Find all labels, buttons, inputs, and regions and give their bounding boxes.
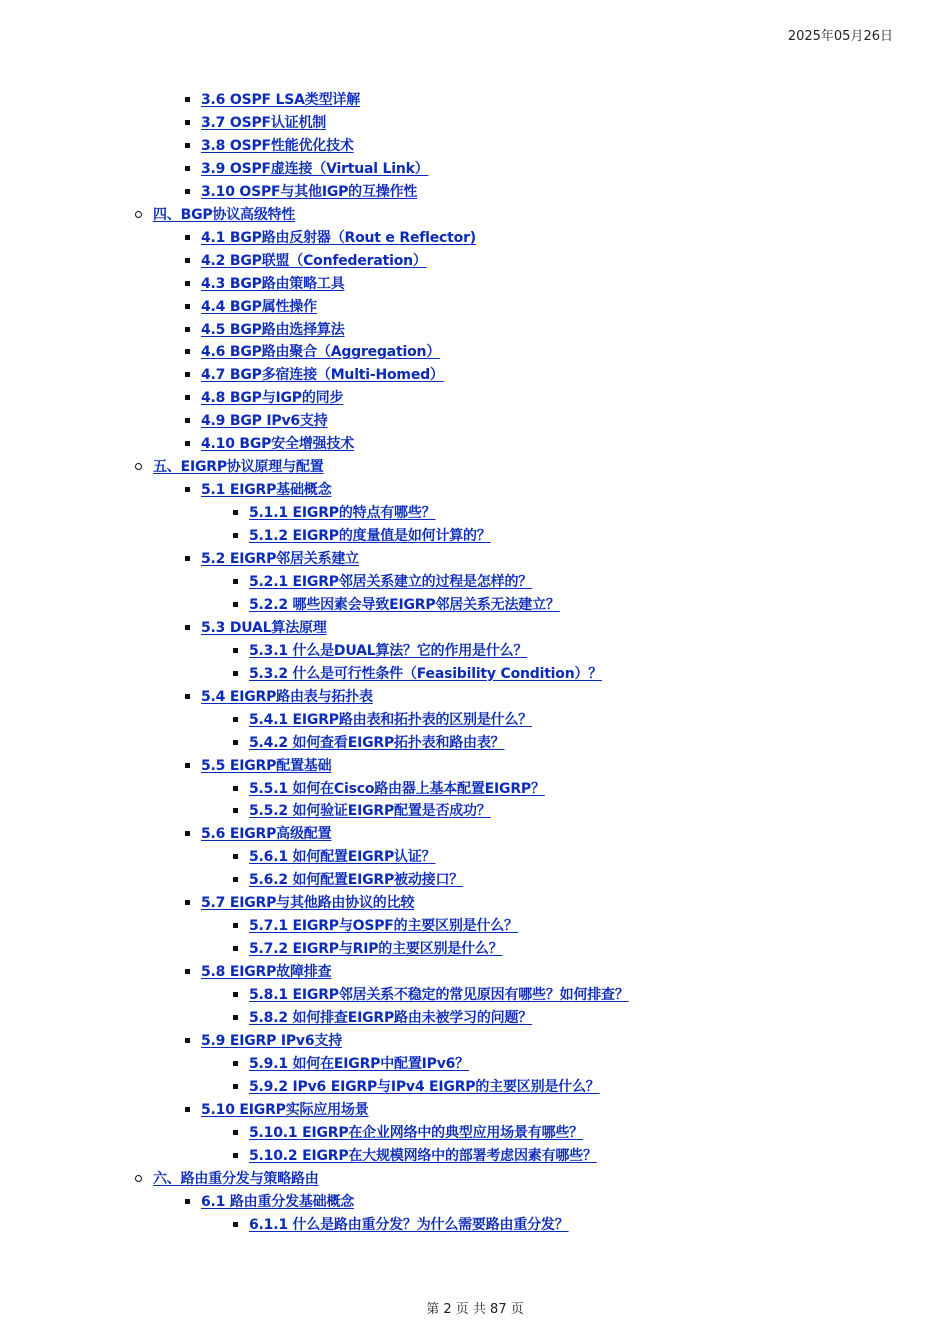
toc-entry (0, 1167, 319, 1189)
toc-link[interactable]: 5.3.2 什么是可行性条件（Feasibility Condition）？ (249, 666, 603, 682)
circle-bullet-icon (135, 455, 157, 477)
toc-entry (0, 616, 327, 638)
toc-link[interactable]: 5.3 DUAL算法原理 (201, 620, 327, 636)
toc-entry (0, 88, 360, 110)
toc-entry (0, 363, 444, 385)
square-bullet-icon (184, 295, 206, 317)
toc-entry (0, 983, 629, 1005)
toc-link[interactable]: 5.1 EIGRP基础概念 (201, 482, 332, 498)
square-bullet-icon (184, 318, 206, 340)
toc-link[interactable]: 3.9 OSPF虚连接（Virtual Link） (201, 161, 429, 177)
square-bullet-icon (232, 983, 254, 1005)
toc-entry (0, 249, 427, 271)
toc-entry (0, 157, 429, 179)
circle-bullet-icon (135, 1167, 157, 1189)
square-bullet-icon (184, 386, 206, 408)
toc-link[interactable]: 5.10.1 EIGRP在企业网络中的典型应用场景有哪些？ (249, 1125, 583, 1141)
toc-entry (0, 524, 491, 546)
toc-entry (0, 111, 326, 133)
toc-entry (0, 777, 545, 799)
toc-link[interactable]: 4.10 BGP安全增强技术 (201, 436, 355, 452)
square-bullet-icon (232, 1144, 254, 1166)
toc-entry (0, 340, 440, 362)
toc-entry (0, 180, 417, 202)
toc-link[interactable]: 5.8 EIGRP故障排查 (201, 964, 332, 980)
toc-entry (0, 685, 373, 707)
square-bullet-icon (232, 868, 254, 890)
toc-link[interactable]: 4.7 BGP多宿连接（Multi-Homed） (201, 367, 444, 383)
toc-entry (0, 845, 435, 867)
toc-entry (0, 547, 359, 569)
toc-entry (0, 754, 331, 776)
square-bullet-icon (184, 272, 206, 294)
square-bullet-icon (184, 616, 206, 638)
toc-entry (0, 593, 560, 615)
toc-link[interactable]: 5.9.2 IPv6 EIGRP与IPv4 EIGRP的主要区别是什么？ (249, 1079, 600, 1095)
toc-link[interactable]: 5.4 EIGRP路由表与拓扑表 (201, 689, 373, 705)
toc-entry (0, 662, 602, 684)
square-bullet-icon (232, 1006, 254, 1028)
toc-entry (0, 226, 476, 248)
toc-link[interactable]: 4.4 BGP属性操作 (201, 299, 317, 315)
toc-link[interactable]: 5.4.2 如何查看EIGRP拓扑表和路由表？ (249, 735, 505, 751)
toc-entry (0, 272, 345, 294)
toc-entry (0, 1075, 600, 1097)
square-bullet-icon (184, 960, 206, 982)
square-bullet-icon (184, 891, 206, 913)
square-bullet-icon (232, 845, 254, 867)
toc-link[interactable]: 五、EIGRP协议原理与配置 (153, 459, 324, 475)
toc-link[interactable]: 4.3 BGP路由策略工具 (201, 276, 345, 292)
square-bullet-icon (184, 157, 206, 179)
toc-entry (0, 1029, 342, 1051)
square-bullet-icon (232, 799, 254, 821)
toc-entry (0, 1190, 354, 1212)
toc-entry (0, 960, 331, 982)
toc-link[interactable]: 5.6.1 如何配置EIGRP认证？ (249, 849, 436, 865)
toc-entry (0, 1098, 369, 1120)
toc-link[interactable]: 6.1.1 什么是路由重分发？为什么需要路由重分发？ (249, 1217, 569, 1233)
square-bullet-icon (232, 662, 254, 684)
toc-entry (0, 1006, 532, 1028)
toc-link[interactable]: 4.9 BGP IPv6支持 (201, 413, 328, 429)
square-bullet-icon (232, 501, 254, 523)
toc-link[interactable]: 5.9.1 如何在EIGRP中配置IPv6？ (249, 1056, 469, 1072)
toc-entry (0, 570, 532, 592)
toc-link[interactable]: 5.10.2 EIGRP在大规模网络中的部署考虑因素有哪些？ (249, 1148, 597, 1164)
toc-link[interactable]: 5.8.1 EIGRP邻居关系不稳定的常见原因有哪些？如何排查？ (249, 987, 629, 1003)
square-bullet-icon (232, 914, 254, 936)
square-bullet-icon (184, 432, 206, 454)
toc-link[interactable]: 5.7 EIGRP与其他路由协议的比较 (201, 895, 415, 911)
toc-link[interactable]: 六、路由重分发与策略路由 (153, 1171, 319, 1187)
square-bullet-icon (184, 134, 206, 156)
toc-link[interactable]: 四、BGP协议高级特性 (153, 207, 296, 223)
toc-entry (0, 386, 343, 408)
toc-entry (0, 134, 354, 156)
square-bullet-icon (184, 822, 206, 844)
toc-link[interactable]: 4.8 BGP与IGP的同步 (201, 390, 344, 406)
square-bullet-icon (184, 478, 206, 500)
square-bullet-icon (184, 1098, 206, 1120)
square-bullet-icon (184, 226, 206, 248)
toc-link[interactable]: 5.9 EIGRP IPv6支持 (201, 1033, 342, 1049)
toc-link[interactable]: 5.10 EIGRP实际应用场景 (201, 1102, 369, 1118)
toc-link[interactable]: 4.5 BGP路由选择算法 (201, 322, 345, 338)
toc-link[interactable]: 5.7.2 EIGRP与RIP的主要区别是什么？ (249, 941, 503, 957)
toc-link[interactable]: 5.2.1 EIGRP邻居关系建立的过程是怎样的？ (249, 574, 533, 590)
square-bullet-icon (184, 1029, 206, 1051)
toc-entry (0, 501, 435, 523)
toc-entry (0, 1121, 583, 1143)
square-bullet-icon (184, 111, 206, 133)
square-bullet-icon (232, 593, 254, 615)
toc-link[interactable]: 6.1 路由重分发基础概念 (201, 1194, 355, 1210)
toc-entry (0, 295, 317, 317)
square-bullet-icon (184, 1190, 206, 1212)
toc-link[interactable]: 5.6 EIGRP高级配置 (201, 826, 332, 842)
square-bullet-icon (232, 639, 254, 661)
square-bullet-icon (232, 708, 254, 730)
toc-entry (0, 203, 295, 225)
toc-link[interactable]: 5.7.1 EIGRP与OSPF的主要区别是什么？ (249, 918, 518, 934)
toc-entry (0, 822, 331, 844)
toc-link[interactable]: 5.8.2 如何排查EIGRP路由未被学习的问题？ (249, 1010, 533, 1026)
square-bullet-icon (184, 249, 206, 271)
toc-link[interactable]: 3.8 OSPF性能优化技术 (201, 138, 354, 154)
toc-entry (0, 1144, 597, 1166)
page-number-footer: 第 2 页 共 87 页 (426, 1302, 524, 1317)
square-bullet-icon (232, 1213, 254, 1235)
toc-entry (0, 478, 331, 500)
square-bullet-icon (184, 754, 206, 776)
toc-entry (0, 318, 345, 340)
toc-link[interactable]: 5.4.1 EIGRP路由表和拓扑表的区别是什么？ (249, 712, 533, 728)
square-bullet-icon (232, 524, 254, 546)
square-bullet-icon (184, 340, 206, 362)
square-bullet-icon (232, 731, 254, 753)
toc-link[interactable]: 4.2 BGP联盟（Confederation） (201, 253, 427, 269)
toc-entry (0, 1052, 469, 1074)
toc-link[interactable]: 5.6.2 如何配置EIGRP被动接口？ (249, 872, 464, 888)
toc-entry (0, 914, 518, 936)
toc-link[interactable]: 5.5 EIGRP配置基础 (201, 758, 332, 774)
square-bullet-icon (184, 409, 206, 431)
square-bullet-icon (232, 1052, 254, 1074)
toc-entry (0, 1213, 569, 1235)
toc-link[interactable]: 5.1.1 EIGRP的特点有哪些？ (249, 505, 436, 521)
toc-link[interactable]: 4.6 BGP路由聚合（Aggregation） (201, 344, 441, 360)
toc-link[interactable]: 5.2 EIGRP邻居关系建立 (201, 551, 359, 567)
toc-entry (0, 708, 532, 730)
square-bullet-icon (184, 363, 206, 385)
toc-link[interactable]: 5.5.2 如何验证EIGRP配置是否成功？ (249, 803, 491, 819)
toc-link[interactable]: 5.1.2 EIGRP的度量值是如何计算的？ (249, 528, 491, 544)
toc-link[interactable]: 5.2.2 哪些因素会导致EIGRP邻居关系无法建立？ (249, 597, 560, 613)
square-bullet-icon (232, 937, 254, 959)
toc-link[interactable]: 5.3.1 什么是DUAL算法？它的作用是什么？ (249, 643, 528, 659)
toc-entry (0, 799, 491, 821)
toc-entry (0, 868, 463, 890)
toc-entry (0, 937, 503, 959)
toc-link[interactable]: 4.1 BGP路由反射器（Rout e Reflector) (201, 230, 476, 246)
toc-link[interactable]: 3.10 OSPF与其他IGP的互操作性 (201, 184, 418, 200)
circle-bullet-icon (135, 203, 157, 225)
toc-entry (0, 639, 527, 661)
square-bullet-icon (232, 1121, 254, 1143)
toc-entry (0, 432, 354, 454)
toc-link[interactable]: 3.7 OSPF认证机制 (201, 115, 327, 131)
square-bullet-icon (232, 570, 254, 592)
square-bullet-icon (184, 180, 206, 202)
toc-entry (0, 455, 324, 477)
square-bullet-icon (184, 88, 206, 110)
square-bullet-icon (232, 777, 254, 799)
square-bullet-icon (232, 1075, 254, 1097)
square-bullet-icon (184, 547, 206, 569)
toc-entry (0, 891, 414, 913)
toc-link[interactable]: 5.5.1 如何在Cisco路由器上基本配置EIGRP？ (249, 781, 545, 797)
toc-entry (0, 409, 328, 431)
page-date: 2025年05月26日 (787, 29, 893, 44)
square-bullet-icon (184, 685, 206, 707)
toc-link[interactable]: 3.6 OSPF LSA类型详解 (201, 92, 360, 108)
toc-entry (0, 731, 504, 753)
